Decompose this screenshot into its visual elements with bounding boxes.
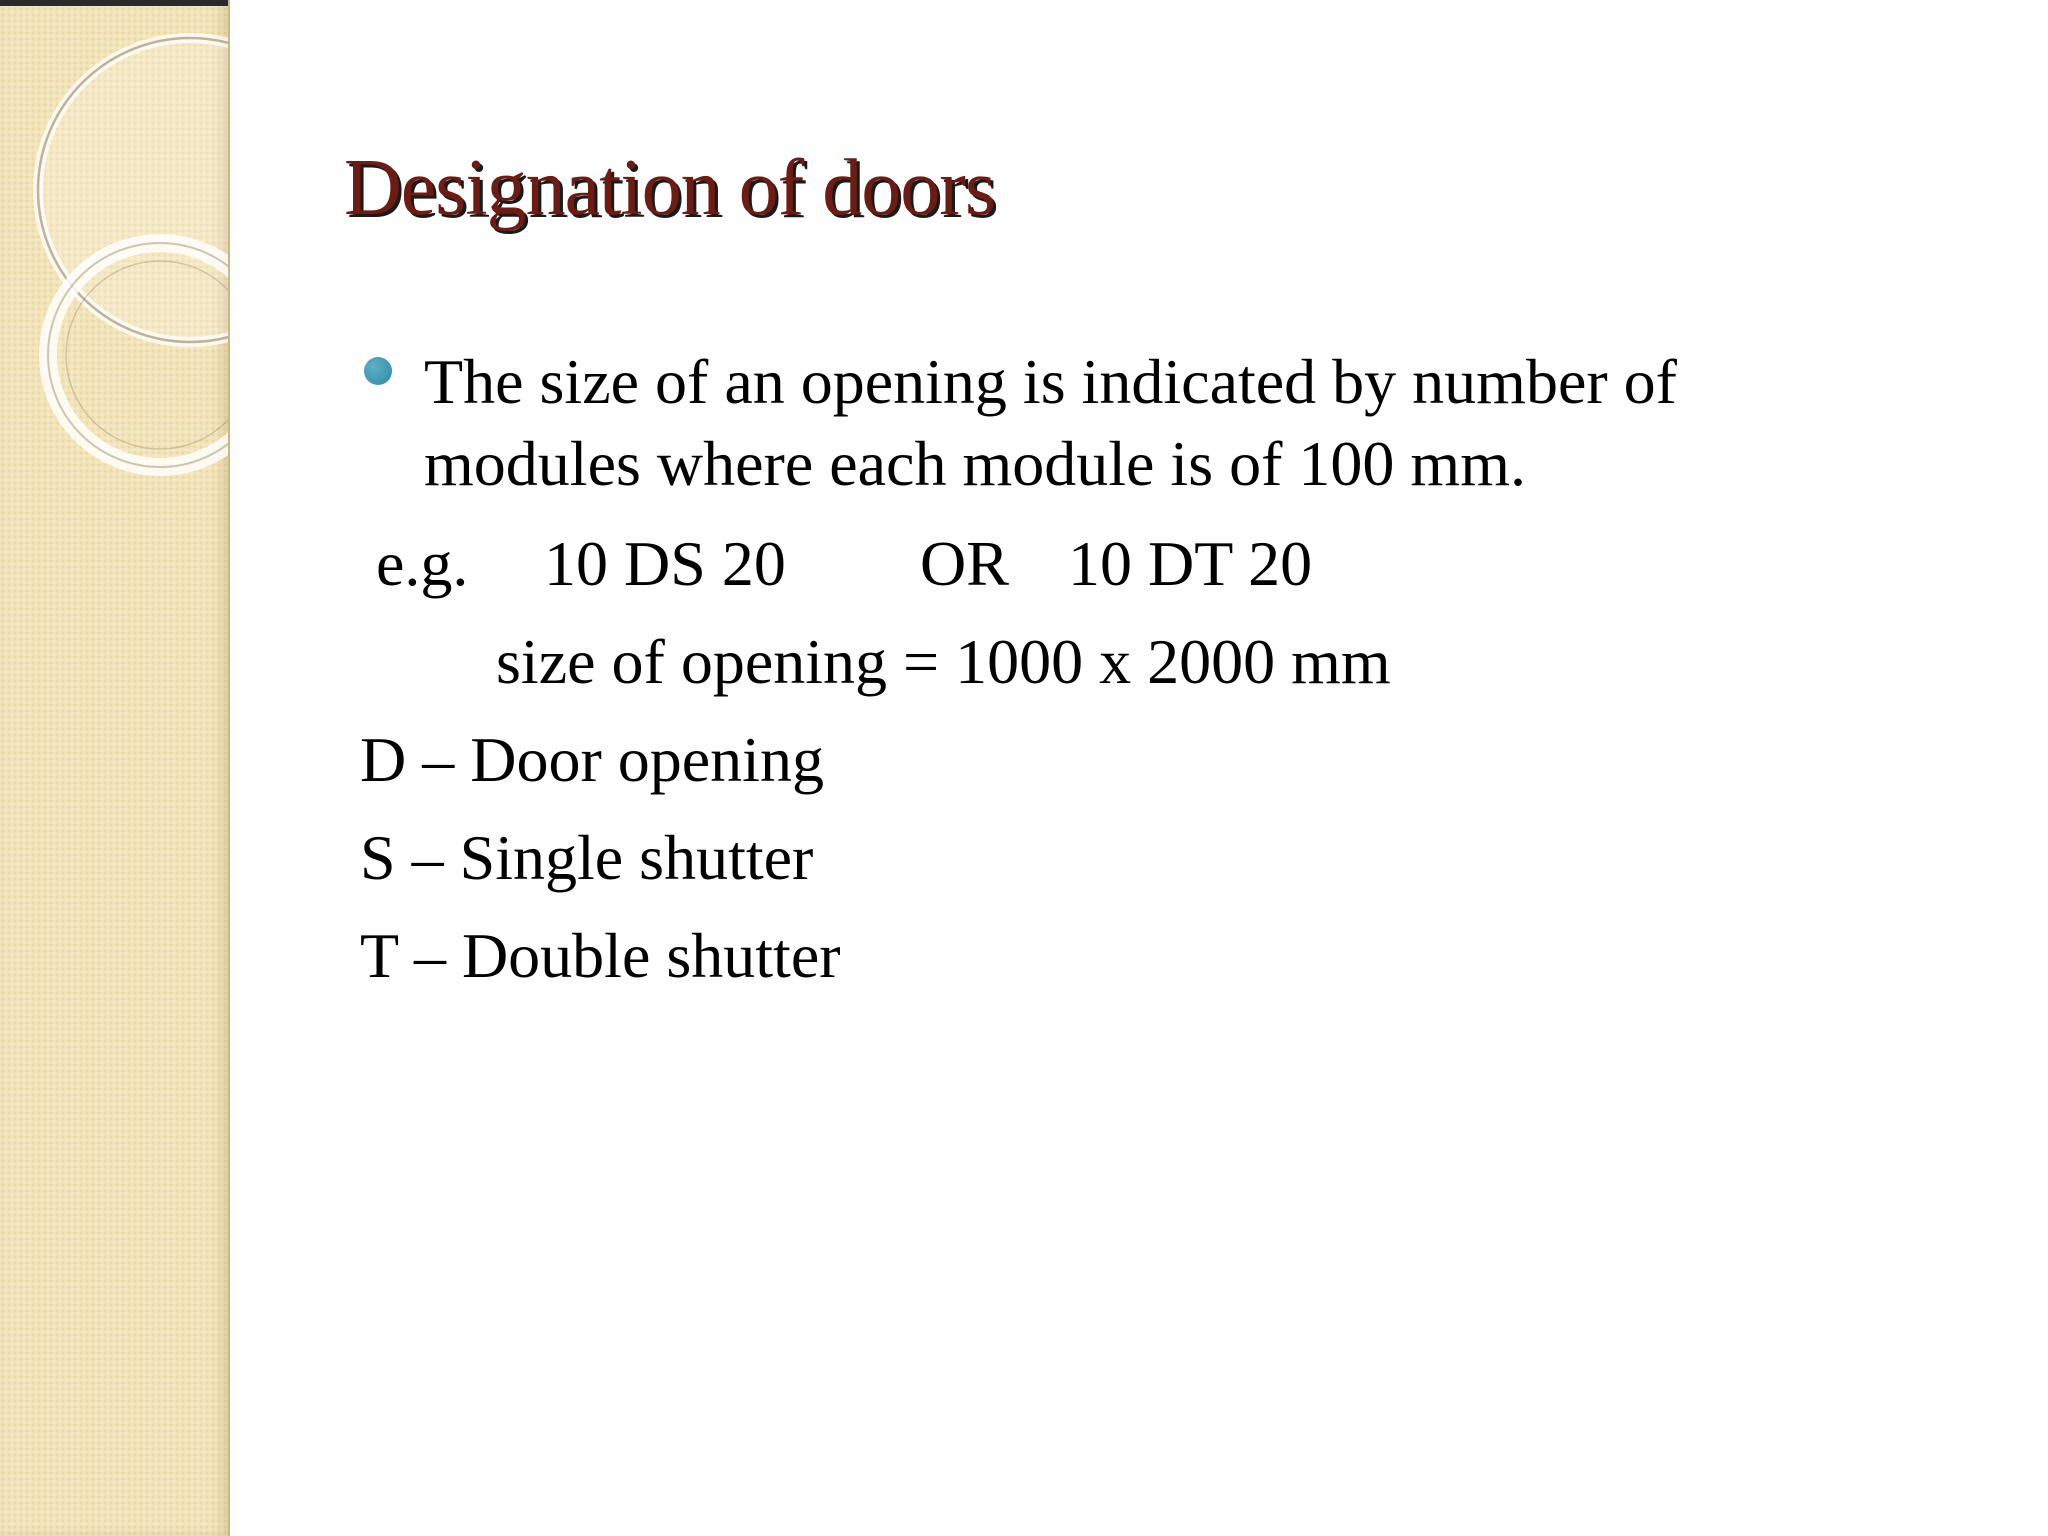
example-prefix: e.g. bbox=[376, 528, 469, 599]
bullet-dot-icon bbox=[364, 357, 392, 385]
bullet-text-line-2: modules where each module is of 100 mm. bbox=[424, 428, 1526, 499]
example-code-2: 10 DT 20 bbox=[1068, 528, 1313, 599]
bullet-text-line-1: The size of an opening is indicated by number of bbox=[424, 346, 1677, 417]
slide-title: Designation of doors bbox=[344, 144, 996, 232]
opening-size-line: size of opening = 1000 x 2000 mm bbox=[496, 626, 1391, 697]
legend-item-s: S – Single shutter bbox=[360, 822, 814, 893]
decorative-rings-icon bbox=[0, 0, 228, 520]
example-code-1: 10 DS 20 bbox=[544, 528, 786, 599]
example-separator: OR bbox=[920, 528, 1009, 599]
decorative-side-panel bbox=[0, 0, 230, 1536]
legend-item-t: T – Double shutter bbox=[360, 920, 841, 991]
legend-item-d: D – Door opening bbox=[360, 724, 824, 795]
